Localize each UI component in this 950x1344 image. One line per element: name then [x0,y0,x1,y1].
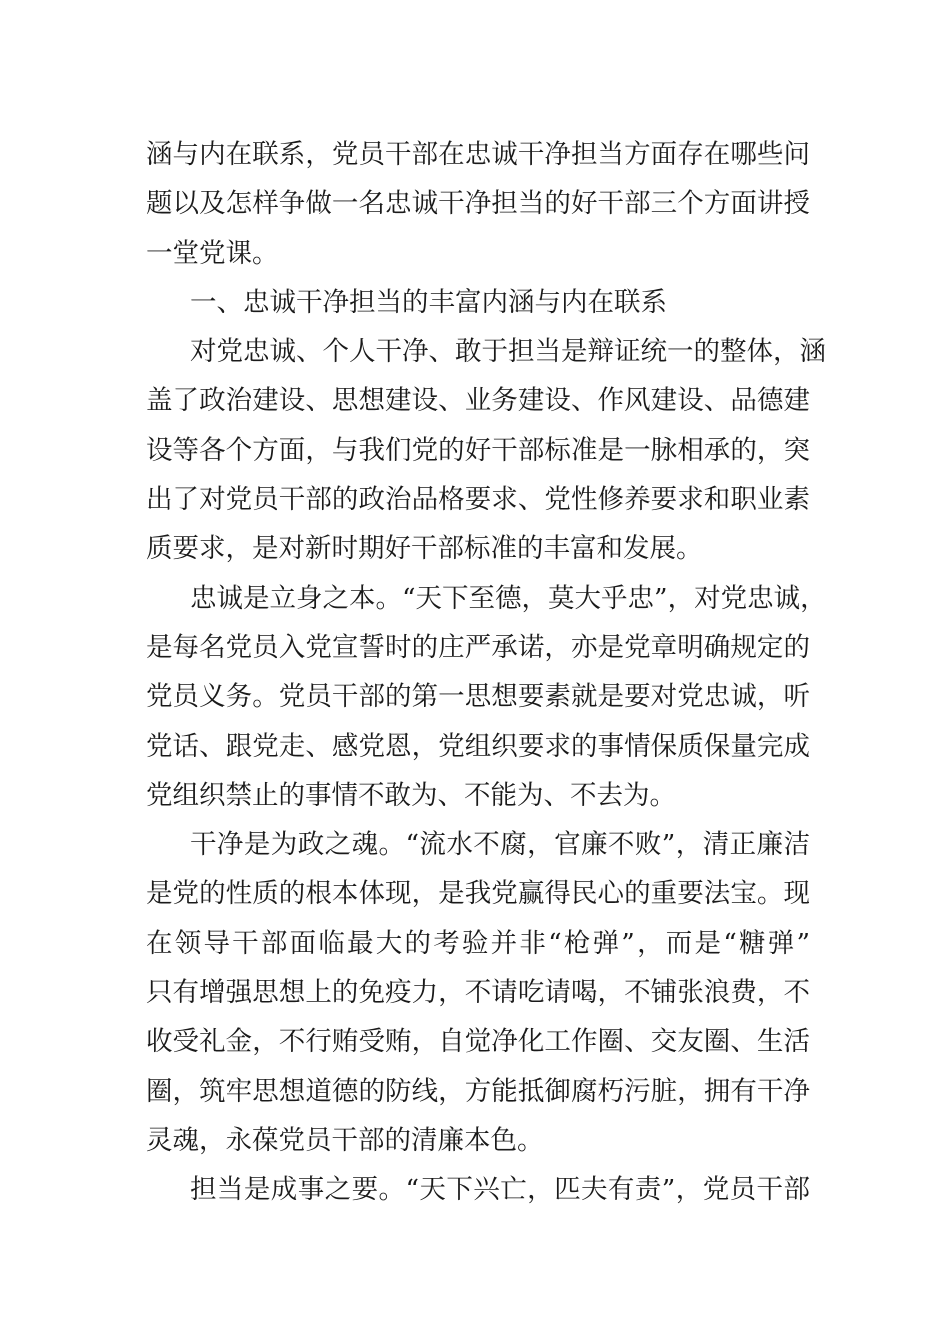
text-line: 党组织禁止的事情不敢为、不能为、不去为。 [146,779,676,811]
text-line: 担当是成事之要。“天下兴亡，匹夫有责”，党员干部 [190,1174,810,1206]
text-line: 只有增强思想上的免疫力，不请吃请喝，不铺张浪费，不 [146,977,810,1009]
document-body [146,130,827,1215]
section-heading: 一、忠诚干净担当的丰富内涵与内在联系 [190,286,667,318]
text-line: 质要求，是对新时期好干部标准的丰富和发展。 [146,533,703,565]
text-line: 忠诚是立身之本。“天下至德，莫大乎忠”，对党忠诚， [190,582,827,614]
text-line: 圈，筑牢思想道德的防线，方能抵御腐朽污脏，拥有干净 [146,1075,810,1107]
text-line: 题以及怎样争做一名忠诚干净担当的好干部三个方面讲授 [146,188,810,220]
text-line: 是每名党员入党宣誓时的庄严承诺，亦是党章明确规定的 [146,631,810,663]
text-line: 设等各个方面，与我们党的好干部标准是一脉相承的，突 [146,434,810,466]
text-line: 涵与内在联系，党员干部在忠诚干净担当方面存在哪些问 [146,139,810,170]
text-line: 灵魂，永葆党员干部的清廉本色。 [146,1124,544,1156]
text-line: 是党的性质的根本体现，是我党赢得民心的重要法宝。现 [146,878,810,910]
text-line: 干净是为政之魂。“流水不腐，官廉不败”，清正廉洁 [190,829,810,861]
text-line: 出了对党员干部的政治品格要求、党性修养要求和职业素 [146,484,810,516]
text-line: 在领导干部面临最大的考验并非“枪弹”，而是“糖弹” [146,927,810,959]
text-line: 一堂党课。 [146,237,279,269]
text-line: 党话、跟党走、感党恩，党组织要求的事情保质保量完成 [146,730,810,762]
text-line: 盖了政治建设、思想建设、业务建设、作风建设、品德建 [146,385,810,417]
text-line: 对党忠诚、个人干净、敢于担当是辩证统一的整体，涵 [190,336,826,368]
text-line: 党员义务。党员干部的第一思想要素就是要对党忠诚，听 [146,681,810,713]
text-line: 收受礼金，不行贿受贿，自觉净化工作圈、交友圈、生活 [146,1026,810,1058]
